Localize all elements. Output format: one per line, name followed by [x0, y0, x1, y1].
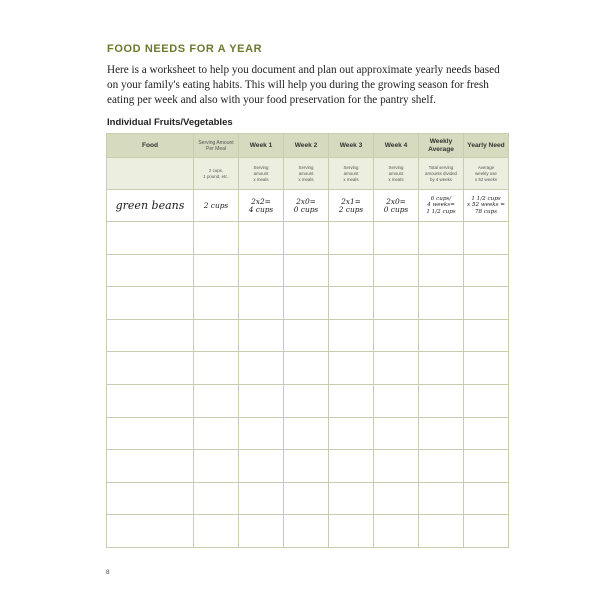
- blank-cell[interactable]: [194, 515, 239, 548]
- instruction-line: Average: [477, 164, 495, 170]
- blank-cell[interactable]: [464, 515, 509, 548]
- blank-cell[interactable]: [284, 384, 329, 417]
- blank-cell[interactable]: [194, 222, 239, 255]
- instruction-line: amount: [253, 170, 269, 176]
- blank-row: [107, 384, 509, 417]
- column-header-week-2: Week 2: [284, 134, 329, 158]
- example-food: green beans: [107, 190, 194, 222]
- blank-cell[interactable]: [284, 482, 329, 515]
- blank-cell[interactable]: [239, 319, 284, 352]
- blank-cell[interactable]: [284, 417, 329, 450]
- blank-cell[interactable]: [239, 254, 284, 287]
- blank-cell[interactable]: [239, 417, 284, 450]
- blank-cell[interactable]: [464, 352, 509, 385]
- handwritten-line: 6 cups/: [430, 195, 452, 202]
- instruction-line: x meals: [298, 176, 314, 182]
- blank-cell[interactable]: [329, 287, 374, 320]
- blank-cell[interactable]: [329, 384, 374, 417]
- instruction-yearly-need: [464, 158, 509, 190]
- blank-cell[interactable]: [329, 352, 374, 385]
- blank-cell[interactable]: [374, 287, 419, 320]
- blank-cell[interactable]: [464, 319, 509, 352]
- blank-cell[interactable]: [284, 450, 329, 483]
- instruction-line: amount: [343, 170, 359, 176]
- blank-cell[interactable]: [239, 482, 284, 515]
- blank-cell[interactable]: [284, 222, 329, 255]
- handwritten-line: 2x0=: [296, 196, 316, 206]
- example-week-3: [329, 190, 374, 222]
- handwritten-line: x 52 weeks =: [467, 202, 505, 209]
- instruction-line: amount: [388, 170, 404, 176]
- instruction-week-1: [239, 158, 284, 190]
- blank-row: [107, 352, 509, 385]
- column-header-week-4: Week 4: [374, 134, 419, 158]
- section-title: Individual Fruits/Vegetables: [107, 117, 233, 128]
- handwritten-line: 4 weeks=: [427, 202, 455, 209]
- column-header-yearly-need: Yearly Need: [464, 134, 509, 158]
- blank-cell[interactable]: [107, 352, 194, 385]
- instruction-serving-line: 2 cups,: [208, 167, 224, 173]
- food-needs-table: [106, 133, 509, 548]
- blank-cell[interactable]: [107, 222, 194, 255]
- blank-cell[interactable]: [194, 254, 239, 287]
- blank-row: [107, 254, 509, 287]
- blank-cell[interactable]: [374, 352, 419, 385]
- blank-row: [107, 450, 509, 483]
- handwritten-line: 1 1/2 cups: [471, 195, 501, 202]
- blank-cell[interactable]: [419, 417, 464, 450]
- handwritten-line: 0 cups: [293, 204, 319, 214]
- instruction-serving: [194, 158, 239, 190]
- blank-cell[interactable]: [107, 254, 194, 287]
- column-header-food: Food: [107, 134, 194, 158]
- example-row: [107, 190, 509, 222]
- blank-cell[interactable]: [107, 450, 194, 483]
- table-instruction-row: [107, 158, 509, 190]
- example-week-2: [284, 190, 329, 222]
- blank-cell[interactable]: [284, 287, 329, 320]
- blank-cell[interactable]: [464, 384, 509, 417]
- blank-cell[interactable]: [419, 287, 464, 320]
- blank-cell[interactable]: [239, 352, 284, 385]
- blank-cell[interactable]: [239, 384, 284, 417]
- blank-cell[interactable]: [107, 319, 194, 352]
- blank-cell[interactable]: [194, 384, 239, 417]
- blank-cell[interactable]: [329, 450, 374, 483]
- blank-cell[interactable]: [329, 254, 374, 287]
- instruction-line: x meals: [343, 176, 359, 182]
- example-yearly-need: [464, 190, 509, 222]
- instruction-line: amounts divided: [425, 170, 457, 176]
- blank-cell[interactable]: [194, 482, 239, 515]
- handwritten-line: 4 cups: [248, 204, 274, 214]
- blank-row: [107, 482, 509, 515]
- instruction-line: Serving: [253, 164, 269, 170]
- blank-cell[interactable]: [464, 222, 509, 255]
- example-week-1: [239, 190, 284, 222]
- handwritten-line: 2x2=: [251, 196, 271, 206]
- handwritten-line: 0 cups: [383, 204, 409, 214]
- blank-cell[interactable]: [284, 515, 329, 548]
- blank-cell[interactable]: [374, 482, 419, 515]
- blank-cell[interactable]: [464, 254, 509, 287]
- blank-cell[interactable]: [329, 482, 374, 515]
- instruction-food: [107, 158, 194, 190]
- page-heading: FOOD NEEDS FOR A YEAR: [107, 43, 263, 55]
- blank-cell[interactable]: [239, 287, 284, 320]
- instruction-week-2: [284, 158, 329, 190]
- blank-cell[interactable]: [419, 515, 464, 548]
- blank-cell[interactable]: [194, 352, 239, 385]
- blank-cell[interactable]: [329, 515, 374, 548]
- blank-cell[interactable]: [107, 515, 194, 548]
- handwritten-line: 2x0=: [386, 196, 406, 206]
- blank-cell[interactable]: [374, 515, 419, 548]
- instruction-line: Serving: [343, 164, 359, 170]
- column-header-week-1: Week 1: [239, 134, 284, 158]
- blank-cell[interactable]: [194, 450, 239, 483]
- instruction-serving-line: 1 pound, etc.: [203, 173, 229, 179]
- blank-cell[interactable]: [419, 254, 464, 287]
- blank-cell[interactable]: [419, 222, 464, 255]
- blank-row: [107, 287, 509, 320]
- blank-cell[interactable]: [107, 384, 194, 417]
- instruction-week-4: [374, 158, 419, 190]
- column-header-serving-amount: Serving Amount Per Meal: [194, 134, 239, 158]
- instruction-line: weekly use: [475, 170, 497, 176]
- blank-row: [107, 222, 509, 255]
- blank-row: [107, 515, 509, 548]
- blank-cell[interactable]: [419, 319, 464, 352]
- instruction-line: x meals: [388, 176, 404, 182]
- instruction-weekly-average: [419, 158, 464, 190]
- blank-cell[interactable]: [464, 482, 509, 515]
- handwritten-line: 2 cups: [338, 204, 364, 214]
- blank-row: [107, 319, 509, 352]
- instruction-line: Serving: [388, 164, 404, 170]
- blank-cell[interactable]: [374, 384, 419, 417]
- blank-cell[interactable]: [239, 515, 284, 548]
- blank-cell[interactable]: [419, 482, 464, 515]
- example-weekly-average: [419, 190, 464, 222]
- blank-cell[interactable]: [194, 417, 239, 450]
- blank-cell[interactable]: [374, 450, 419, 483]
- example-serving: 2 cups: [194, 190, 239, 222]
- blank-cell[interactable]: [284, 319, 329, 352]
- blank-cell[interactable]: [374, 319, 419, 352]
- table-header-row: [107, 134, 509, 158]
- blank-cell[interactable]: [284, 352, 329, 385]
- example-week-4: [374, 190, 419, 222]
- blank-cell[interactable]: [419, 352, 464, 385]
- handwritten-line: 2x1=: [341, 196, 361, 206]
- column-header-week-3: Week 3: [329, 134, 374, 158]
- instruction-line: amount: [298, 170, 314, 176]
- column-header-weekly-average: Weekly Average: [419, 134, 464, 158]
- blank-cell[interactable]: [464, 417, 509, 450]
- blank-cell[interactable]: [464, 287, 509, 320]
- blank-cell[interactable]: [329, 319, 374, 352]
- blank-cell[interactable]: [107, 482, 194, 515]
- blank-cell[interactable]: [107, 287, 194, 320]
- blank-cell[interactable]: [464, 450, 509, 483]
- blank-cell[interactable]: [419, 450, 464, 483]
- instruction-line: x 52 weeks: [475, 176, 497, 182]
- page-number: 8: [106, 569, 110, 576]
- blank-cell[interactable]: [374, 254, 419, 287]
- instruction-line: Serving: [298, 164, 314, 170]
- blank-row: [107, 417, 509, 450]
- blank-cell[interactable]: [284, 254, 329, 287]
- blank-cell[interactable]: [194, 319, 239, 352]
- instruction-line: by 4 weeks: [430, 176, 452, 182]
- blank-cell[interactable]: [194, 287, 239, 320]
- blank-cell[interactable]: [107, 417, 194, 450]
- handwritten-line: 78 cups: [474, 208, 498, 215]
- instruction-line: Total serving: [428, 164, 454, 170]
- blank-cell[interactable]: [239, 450, 284, 483]
- blank-cell[interactable]: [374, 417, 419, 450]
- blank-cell[interactable]: [239, 222, 284, 255]
- blank-cell[interactable]: [374, 222, 419, 255]
- handwritten-line: 1 1/2 cups: [426, 208, 456, 215]
- instruction-line: x meals: [253, 176, 269, 182]
- blank-cell[interactable]: [329, 417, 374, 450]
- blank-cell[interactable]: [329, 222, 374, 255]
- intro-paragraph: Here is a worksheet to help you document and plan out approximate yearly needs based on your family's eating habits. This will help you during the growing season for fresh eating per week and also with your food preservation for the pantry shelf.: [107, 64, 500, 106]
- blank-cell[interactable]: [419, 384, 464, 417]
- instruction-week-3: [329, 158, 374, 190]
